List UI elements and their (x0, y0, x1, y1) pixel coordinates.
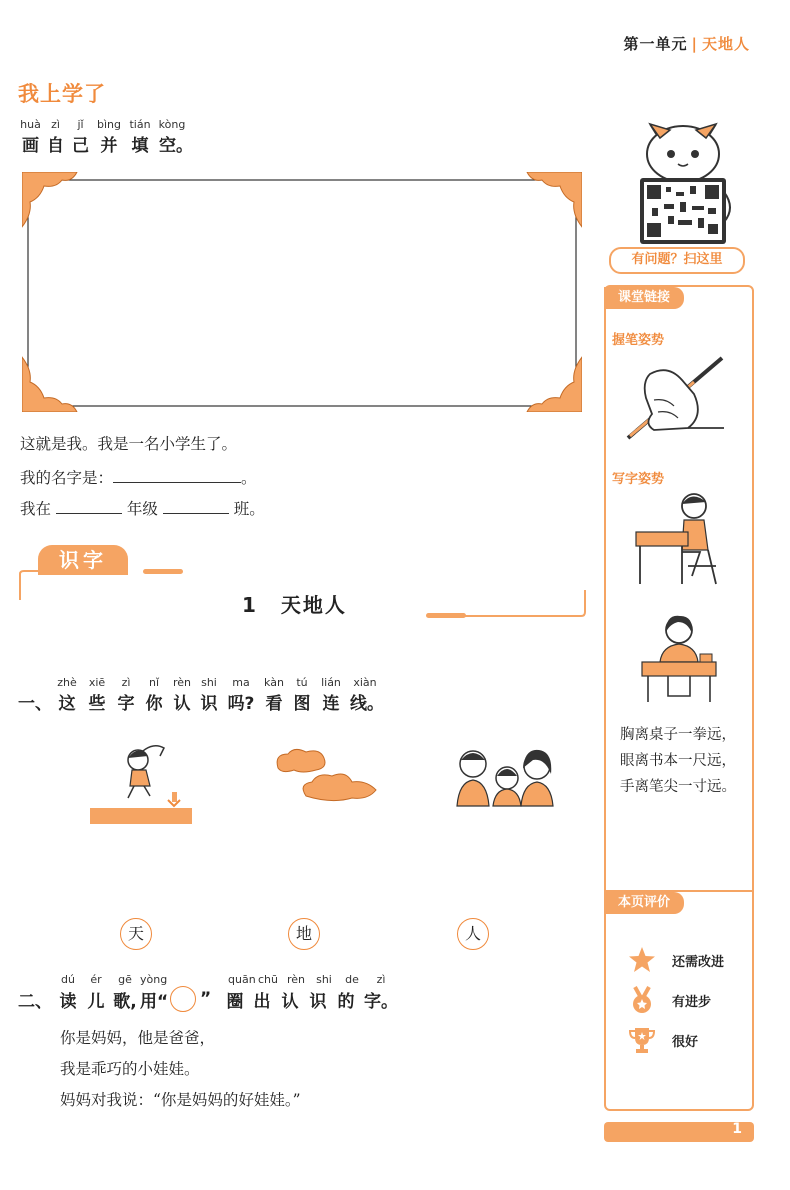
pinyin: gē (118, 973, 132, 986)
pen-grip-heading: 握笔姿势 (612, 333, 665, 348)
hanzi: 识 (200, 694, 218, 714)
posture-line: 眼离书本一尺远， (620, 753, 736, 769)
girl-with-kite-illustration[interactable] (88, 738, 196, 826)
frame-corner-ornament (22, 172, 582, 412)
pinyin: huà (20, 118, 41, 131)
pinyin: tú (296, 676, 308, 689)
hanzi: 图 (293, 694, 311, 714)
pinyin: nǐ (148, 676, 160, 689)
qr-help-label[interactable]: 有问题？扫这里 (609, 247, 745, 274)
hanzi: 的 (337, 991, 355, 1012)
pinyin: lián (321, 676, 341, 689)
hanzi: 字 (117, 694, 135, 714)
pinyin: rèn (172, 676, 192, 689)
medal-icon (628, 986, 656, 1014)
unit-label (623, 33, 750, 54)
pinyin: kòng (158, 118, 186, 131)
clouds-illustration[interactable] (272, 748, 380, 806)
exercise-2-pinyin (18, 973, 404, 986)
hanzi: 圈 (226, 991, 244, 1012)
writing-posture-side-illustration (632, 490, 724, 586)
pinyin: kàn (264, 676, 284, 689)
pinyin: dú (61, 973, 75, 986)
trophy-icon (628, 1026, 656, 1054)
punct: 。 (241, 469, 257, 487)
unit-number: 第一单元 (623, 35, 688, 53)
pinyin: de (345, 973, 359, 986)
poem-line-1[interactable]: 你是妈妈，他是爸爸， (60, 1029, 216, 1047)
answer-char-ren[interactable]: 人 (457, 918, 489, 950)
pinyin: xiē (88, 676, 106, 689)
hanzi: 空。 (159, 136, 193, 156)
hanzi: 线。 (350, 694, 384, 714)
posture-rhyme (620, 722, 736, 800)
grade-label: 年级 (126, 500, 158, 518)
hanzi: 认 (281, 991, 299, 1012)
hanzi: 识 (309, 991, 327, 1012)
hanzi: ” (200, 989, 212, 1009)
rating-improved[interactable] (628, 986, 711, 1014)
posture-line: 手离笔尖一寸远。 (620, 779, 736, 795)
pinyin: tián (129, 118, 151, 131)
intro-pinyin-row (18, 118, 199, 131)
posture-line: 胸离桌子一拳远， (620, 727, 736, 743)
class-label: 班。 (233, 500, 265, 518)
pinyin: rèn (286, 973, 306, 986)
hanzi: 儿 (87, 991, 105, 1012)
intro-heading: 我上学了 (18, 82, 106, 106)
rating-label: 有进步 (672, 994, 712, 1010)
pinyin: quān (228, 973, 256, 986)
pinyin: yòng (140, 973, 168, 986)
lesson-title (242, 589, 347, 618)
unit-name: 天地人 (701, 35, 750, 53)
hanzi: 用“ (140, 991, 169, 1012)
pinyin: zì (376, 973, 386, 986)
poem-line-2[interactable]: 我是乖巧的小娃娃。 (60, 1060, 200, 1078)
writing-posture-heading: 写字姿势 (612, 472, 665, 487)
answer-char-di[interactable]: 地 (288, 918, 320, 950)
star-icon (628, 946, 656, 974)
pinyin: bìng (97, 118, 121, 131)
unit-separator: | (691, 35, 698, 53)
rating-label: 还需改进 (672, 954, 725, 970)
lesson-number: 1 (242, 593, 258, 617)
hanzi: 认 (173, 694, 191, 714)
pinyin: zì (121, 676, 131, 689)
hanzi: 自 (47, 136, 64, 156)
hanzi: 些 (88, 694, 106, 714)
exercise-2-instruction (18, 973, 404, 1012)
pinyin: jǐ (77, 118, 84, 131)
hanzi: 这 (58, 694, 76, 714)
hanzi: 连 (322, 694, 340, 714)
exercise-1-instruction (18, 676, 388, 714)
pinyin: ma (232, 676, 250, 689)
section-tab: 识字 (38, 545, 128, 575)
family-illustration[interactable] (455, 744, 555, 810)
intro-instruction (18, 118, 199, 156)
pinyin: shi (316, 973, 332, 986)
intro-line-1: 这就是我。我是一名小学生了。 (20, 435, 238, 453)
circle-symbol-icon (170, 986, 196, 1012)
hanzi: 画 (22, 136, 39, 156)
exercise-1-pinyin (18, 676, 388, 689)
intro-line-2 (20, 466, 257, 488)
exercise-2-hanzi (18, 986, 404, 1012)
hanzi: 字。 (364, 991, 398, 1012)
pinyin: shi (201, 676, 217, 689)
rating-label: 很好 (672, 1034, 699, 1050)
cat-mascot-qr-icon[interactable] (630, 112, 736, 248)
hanzi: 己 (72, 136, 89, 156)
class-blank[interactable] (163, 499, 229, 514)
hanzi: 填 (131, 136, 149, 156)
hanzi: 吗? (227, 694, 255, 714)
grade-prefix: 我在 (20, 500, 52, 518)
answer-char-tian[interactable]: 天 (120, 918, 152, 950)
pinyin: zhè (57, 676, 77, 689)
hanzi: 你 (145, 694, 163, 714)
pinyin: ér (90, 973, 102, 986)
classroom-link-heading: 课堂链接 (604, 287, 684, 309)
grade-blank[interactable] (56, 499, 122, 514)
intro-hanzi-row (18, 131, 199, 156)
pinyin: zì (51, 118, 60, 131)
rating-very-good[interactable] (628, 1026, 698, 1054)
rating-needs-improvement[interactable] (628, 946, 724, 974)
hanzi: 读 (59, 991, 77, 1012)
name-blank[interactable] (113, 468, 241, 483)
pinyin: xiàn (353, 676, 377, 689)
exercise-number: 一、 (18, 694, 52, 714)
exercise-number: 二、 (18, 991, 52, 1012)
hanzi: 看 (265, 694, 283, 714)
drawing-frame[interactable] (22, 172, 582, 412)
poem-line-3[interactable]: 妈妈对我说：“你是妈妈的好娃娃。” (60, 1091, 301, 1109)
hanzi: 歌, (113, 991, 137, 1012)
pen-grip-illustration (624, 354, 726, 442)
hanzi: 出 (253, 991, 271, 1012)
name-label: 我的名字是： (20, 469, 114, 487)
page-evaluation-heading: 本页评价 (604, 892, 684, 914)
intro-line-3 (20, 497, 265, 519)
lesson-name: 天地人 (280, 593, 347, 617)
pinyin: chū (258, 973, 278, 986)
exercise-1-hanzi (18, 689, 388, 714)
writing-posture-front-illustration (640, 612, 718, 704)
hanzi: 并 (100, 136, 118, 156)
page-number: 1 (732, 1121, 742, 1137)
